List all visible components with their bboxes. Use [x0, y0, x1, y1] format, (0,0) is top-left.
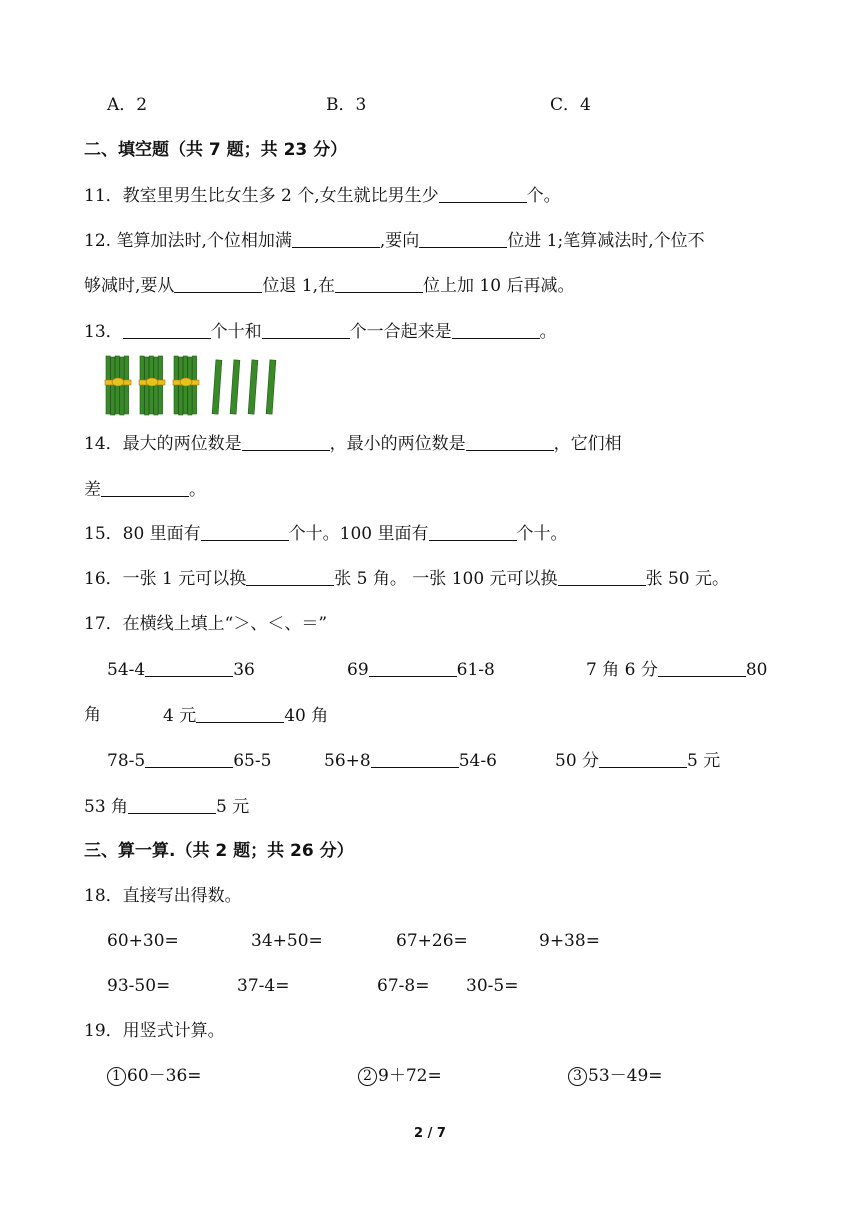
compare-item: 4 元 40 角: [163, 706, 329, 726]
answer-blank[interactable]: [201, 522, 289, 541]
answer-blank[interactable]: [246, 567, 334, 586]
answer-blank[interactable]: [292, 229, 380, 248]
question-13: 13． 个十和 个一合起来是 。: [84, 322, 557, 342]
question-19-title: 19．用竖式计算。: [84, 1021, 225, 1041]
answer-blank[interactable]: [599, 749, 687, 768]
page-number: 2 / 7: [414, 1126, 446, 1141]
circled-number: 3: [568, 1067, 587, 1086]
compare-item: 56+8 54-6: [324, 751, 497, 771]
calc-item: 37-4=: [237, 976, 290, 996]
answer-blank[interactable]: [369, 658, 457, 677]
answer-blank[interactable]: [128, 795, 216, 814]
calc-item: 67-8=: [377, 976, 430, 996]
compare-item: 54-4 36: [107, 660, 255, 680]
answer-blank[interactable]: [558, 567, 646, 586]
answer-blank[interactable]: [419, 229, 507, 248]
compare-item: 53 角 5 元: [84, 797, 250, 817]
answer-blank[interactable]: [439, 184, 527, 203]
section-title-calculate: 三、算一算.（共 2 题；共 26 分）: [84, 841, 354, 861]
calc-item: 34+50=: [251, 931, 323, 951]
answer-blank[interactable]: [466, 432, 554, 451]
question-15: 15．80 里面有 个十。100 里面有 个十。: [84, 524, 568, 544]
calc-item: 67+26=: [396, 931, 468, 951]
answer-blank[interactable]: [196, 704, 284, 723]
question-14-line-2: 差 。: [84, 480, 206, 500]
circled-number: 1: [107, 1067, 126, 1086]
compare-item-continued: 角: [84, 705, 101, 725]
calc-item: 60+30=: [107, 931, 179, 951]
vertical-calc-item: 1 60－36=: [107, 1065, 202, 1087]
circled-number: 2: [358, 1067, 377, 1086]
single-stick: [248, 360, 258, 414]
compare-item: 7 角 6 分 80: [586, 660, 768, 680]
answer-blank[interactable]: [174, 274, 262, 293]
option-a: A．2: [107, 95, 148, 115]
answer-blank[interactable]: [242, 432, 330, 451]
answer-blank[interactable]: [145, 658, 233, 677]
stick-bundle-of-ten: [105, 356, 131, 415]
calc-item: 30-5=: [466, 976, 519, 996]
answer-blank[interactable]: [429, 522, 517, 541]
counting-sticks-illustration: [104, 352, 294, 418]
compare-item: 78-5 65-5: [107, 751, 272, 771]
calc-item: 9+38=: [539, 931, 600, 951]
answer-blank[interactable]: [658, 658, 746, 677]
answer-blank[interactable]: [335, 274, 423, 293]
question-18-title: 18．直接写出得数。: [84, 886, 242, 906]
section-title-fill-in: 二、填空题（共 7 题；共 23 分）: [84, 140, 348, 160]
answer-blank[interactable]: [145, 749, 233, 768]
option-c: C．4: [550, 95, 591, 115]
question-16: 16．一张 1 元可以换 张 5 角。 一张 100 元可以换 张 50 元。: [84, 569, 730, 589]
single-stick: [212, 360, 222, 414]
answer-blank[interactable]: [262, 320, 350, 339]
answer-blank[interactable]: [101, 478, 189, 497]
answer-blank[interactable]: [123, 320, 211, 339]
question-12-line-1: 12. 笔算加法时,个位相加满 ,要向 位进 1;笔算减法时,个位不: [84, 231, 705, 251]
vertical-calc-item: 2 9＋72=: [358, 1065, 442, 1087]
answer-blank[interactable]: [371, 749, 459, 768]
calc-item: 93-50=: [107, 976, 171, 996]
single-stick: [230, 360, 240, 414]
compare-item: 69 61-8: [347, 660, 495, 680]
single-stick: [266, 360, 276, 414]
question-12-line-2: 够减时,要从 位退 1,在 位上加 10 后再减。: [84, 276, 575, 296]
stick-bundle-of-ten: [139, 356, 165, 415]
vertical-calc-item: 3 53－49=: [568, 1065, 663, 1087]
question-17-title: 17．在横线上填上“＞、＜、＝”: [84, 614, 328, 634]
question-11: 11．教室里男生比女生多 2 个,女生就比男生少 个。: [84, 186, 561, 206]
answer-blank[interactable]: [452, 320, 540, 339]
option-b: B．3: [326, 95, 367, 115]
compare-item: 50 分 5 元: [555, 751, 721, 771]
question-14-line-1: 14．最大的两位数是 ，最小的两位数是 ，它们相: [84, 434, 622, 454]
stick-bundle-of-ten: [173, 356, 199, 415]
